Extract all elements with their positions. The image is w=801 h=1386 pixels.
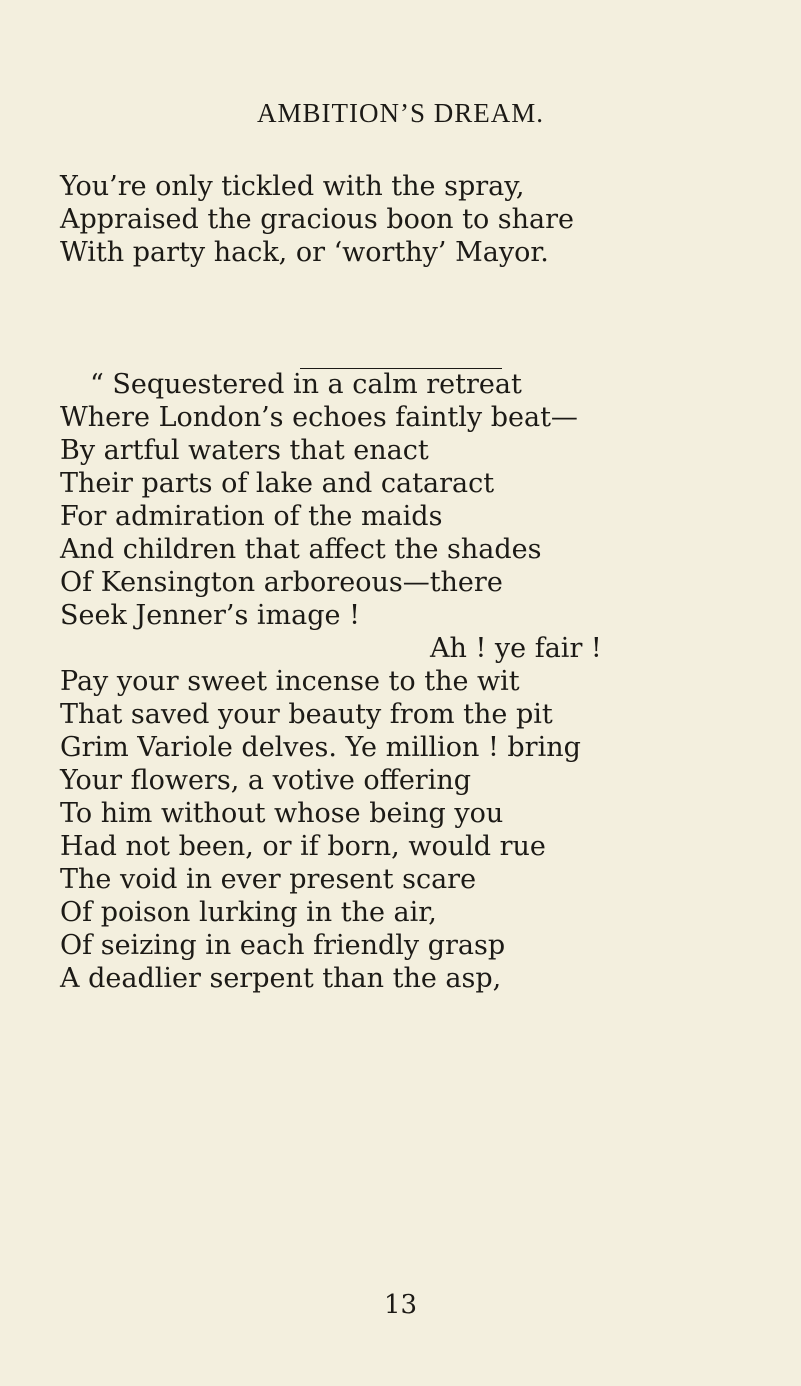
page-number: 13: [383, 1290, 418, 1320]
verse-line: Appraised the gracious boon to share: [60, 204, 575, 235]
verse-line: Your flowers, a votive offering: [60, 765, 472, 796]
verse-line: With party hack, or ‘worthy’ Mayor.: [60, 237, 549, 268]
verse-line: Pay your sweet incense to the wit: [60, 666, 520, 697]
stanza-2: [60, 368, 602, 995]
verse-line: And children that affect the shades: [60, 534, 542, 565]
verse-line: A deadlier serpent than the asp,: [60, 963, 502, 994]
verse-line: Ah ! ye fair !: [430, 633, 602, 664]
verse-line: That saved your beauty from the pit: [60, 699, 553, 730]
verse-line: Their parts of lake and cataract: [60, 468, 495, 499]
verse-line: Of poison lurking in the air,: [60, 897, 437, 928]
verse-line: Of seizing in each friendly grasp: [60, 930, 506, 961]
verse-line: Of Kensington arboreous—there: [60, 567, 503, 598]
verse-line: The void in ever present scare: [60, 864, 477, 895]
verse-line: You’re only tickled with the spray,: [60, 171, 525, 202]
verse-line: Had not been, or if born, would rue: [60, 831, 546, 862]
verse-line: “ Sequestered in a calm retreat: [90, 369, 522, 400]
verse-line: For admiration of the maids: [60, 501, 443, 532]
stanza-1: [60, 170, 574, 269]
verse-line: Grim Variole delves. Ye million ! bring: [60, 732, 581, 763]
verse-line: Seek Jenner’s image !: [60, 600, 360, 631]
running-head: AMBITION’S DREAM.: [257, 98, 544, 128]
verse-line: By artful waters that enact: [60, 435, 429, 466]
verse-line: Where London’s echoes faintly beat—: [60, 402, 578, 433]
verse-line: To him without whose being you: [60, 798, 504, 829]
